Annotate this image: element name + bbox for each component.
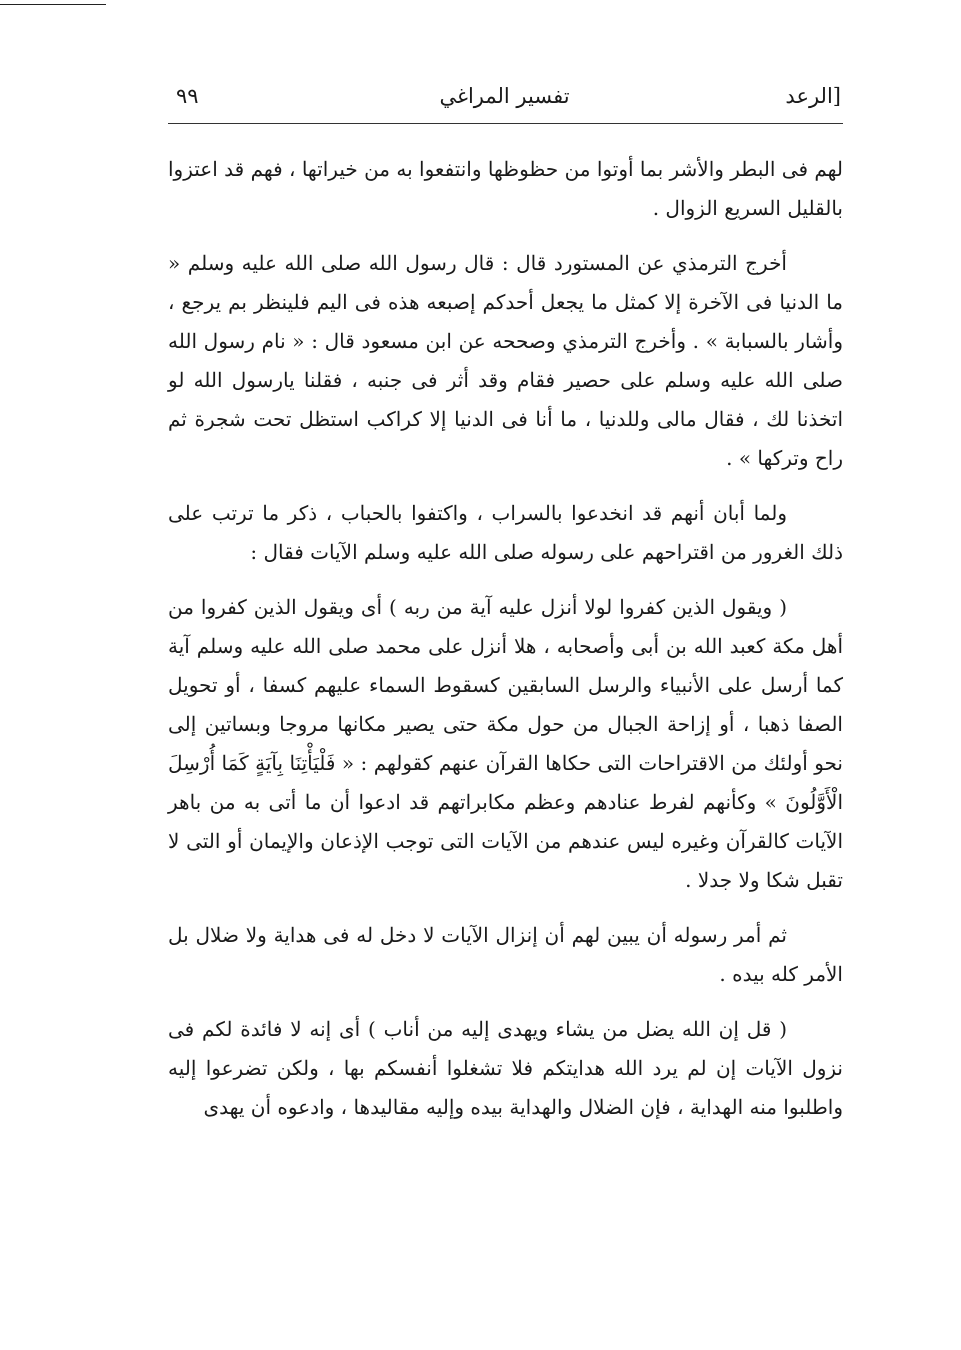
page-number: ٩٩ (176, 84, 199, 108)
paragraph-1: لهم فى البطر والأشر بما أوتوا من حظوظها وانتفعوا به من خيراتها ، فهم قد اعتزوا بالقليل السريع الزوال . (168, 157, 843, 220)
corner-rule (0, 4, 106, 5)
paragraph-3: ولما أبان أنهم قد انخدعوا بالسراب ، واكتفوا بالحباب ، ذكر ما ترتب على ذلك الغرور من اقتراحهم على رسوله صلى الله عليه وسلم الآيات فقال : (168, 501, 843, 564)
paragraph-5: ثم أمر رسوله أن يبين لهم أن إنزال الآيات لا دخل له فى هداية ولا ضلال بل الأمر كله بيده . (168, 923, 843, 986)
page-header (168, 82, 841, 122)
paragraph-6: ( قل إن الله يضل من يشاء ويهدى إليه من أناب ) أى إنه لا فائدة لكم فى نزول الآيات إن لم يرد الله هدايتكم فلا تشغلوا أنفسكم بها ، ولكن تضرعوا إليه واطلبوا منه الهداية ، فإن الضلال والهداية بيده وإليه مقاليدها ، وادعوه أن يهدى (168, 1017, 843, 1119)
page-body (168, 150, 843, 1127)
header-rule (168, 123, 843, 124)
surah-name: الرعد] (785, 84, 841, 108)
paragraph-2: أخرج الترمذي عن المستورد قال : قال رسول الله صلى الله عليه وسلم « ما الدنيا فى الآخرة إلا كمثل ما يجعل أحدكم إصبعه هذه فى اليم فلينظر بم يرجع ، وأشار بالسبابة » . وأخرج الترمذي وصححه عن ابن مسعود قال : « نام رسول الله صلى الله عليه وسلم على حصير فقام وقد أثر فى جنبه ، فقلنا يارسول الله لو اتخذنا لك ، فقال مالى وللدنيا ، ما أنا فى الدنيا إلا كراكب استظل تحت شجرة ثم راح وتركها » . (168, 251, 843, 470)
book-title: تفسير المراغي (439, 84, 570, 108)
paragraph-4: ( ويقول الذين كفروا لولا أنزل عليه آية من ربه ) أى ويقول الذين كفروا من أهل مكة كعبد الله بن أبى وأصحابه ، هلا أنزل على محمد صلى الله عليه وسلم آية كما أرسل على الأنبياء والرسل السابقين كسقوط السماء عليهم كسفا ، أو تحويل الصفا ذهبا ، أو إزاحة الجبال من حول مكة حتى يصير مكانها مروجا وبساتين إلى نحو أولئك من الاقتراحات التى حكاها القرآن عنهم كقولهم : « فَلْيَأْتِنَا بِآيَةٍ كَمَا أُرْسِلَ الْأَوَّلُونَ » وكأنهم لفرط عنادهم وعظم مكابراتهم قد ادعوا أن ما أتى به من باهر الآيات كالقرآن وغيره ليس عندهم من الآيات التى توجب الإذعان والإيمان أو التى لا تقبل شكا ولا جدلا . (168, 595, 843, 892)
